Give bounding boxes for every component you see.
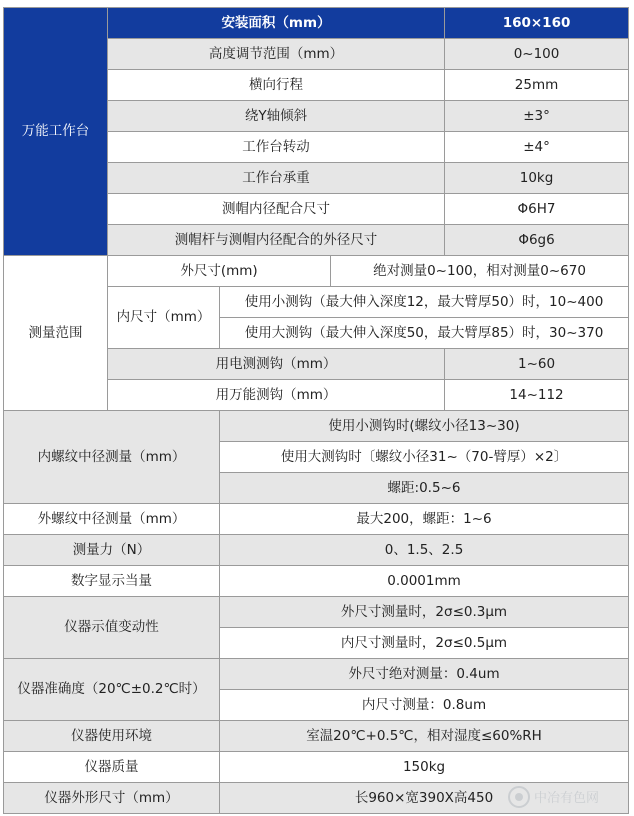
inner-thread-label: 内螺纹中径测量（mm） <box>4 411 220 504</box>
accuracy-value: 内尺寸测量：0.8um <box>220 690 629 721</box>
table-row <box>4 256 629 287</box>
watermark-text: 中冶有色网 <box>534 791 600 806</box>
inner-thread-value: 螺距:0.5~6 <box>220 473 629 504</box>
inner-size-label: 内尺寸（mm） <box>108 287 220 349</box>
variation-value: 外尺寸测量时，2σ≤0.3μm <box>220 597 629 628</box>
spec-value: Φ6H7 <box>445 194 629 225</box>
table-row <box>4 721 629 752</box>
spec-label: 测帽杆与测帽内径配合的外径尺寸 <box>108 225 445 256</box>
electric-hook-label: 用电测测钩（mm） <box>108 349 445 380</box>
table-row <box>4 411 629 442</box>
environment-label: 仪器使用环境 <box>4 721 220 752</box>
table-row <box>4 504 629 535</box>
workbench-group-label: 万能工作台 <box>4 8 108 256</box>
spec-value: Φ6g6 <box>445 225 629 256</box>
mass-label: 仪器质量 <box>4 752 220 783</box>
inner-large-hook-value: 使用大测钩（最大伸入深度50，最大臂厚85）时，30~370 <box>220 318 629 349</box>
variation-label: 仪器示值变动性 <box>4 597 220 659</box>
spec-value: 10kg <box>445 163 629 194</box>
outer-size-label: 外尺寸(mm) <box>108 256 331 287</box>
table-row <box>4 535 629 566</box>
accuracy-label: 仪器准确度（20℃±0.2℃时） <box>4 659 220 721</box>
spec-label: 横向行程 <box>108 70 445 101</box>
variation-value: 内尺寸测量时，2σ≤0.5μm <box>220 628 629 659</box>
inner-small-hook-value: 使用小测钩（最大伸入深度12，最大臂厚50）时，10~400 <box>220 287 629 318</box>
spec-value: ±3° <box>445 101 629 132</box>
spec-label: 高度调节范围（mm） <box>108 39 445 70</box>
spec-value: 0~100 <box>445 39 629 70</box>
inner-thread-value: 使用大测钩时〔螺纹小径31~（70-臂厚）×2〕 <box>220 442 629 473</box>
table-row <box>4 752 629 783</box>
environment-value: 室温20℃+0.5℃，相对湿度≤60%RH <box>220 721 629 752</box>
spec-label: 工作台转动 <box>108 132 445 163</box>
measure-range-group-label: 测量范围 <box>4 256 108 411</box>
table-row <box>4 8 629 39</box>
table-row <box>4 566 629 597</box>
force-value: 0、1.5、2.5 <box>220 535 629 566</box>
dimensions-value: 长960×宽390X高450 <box>220 783 629 814</box>
watermark-logo <box>506 784 626 810</box>
spec-label: 工作台承重 <box>108 163 445 194</box>
mass-value: 150kg <box>220 752 629 783</box>
dimensions-label: 仪器外形尺寸（mm） <box>4 783 220 814</box>
display-value: 0.0001mm <box>220 566 629 597</box>
universal-hook-label: 用万能测钩（mm） <box>108 380 445 411</box>
spec-table <box>3 7 629 814</box>
outer-thread-value: 最大200，螺距：1~6 <box>220 504 629 535</box>
electric-hook-value: 1~60 <box>445 349 629 380</box>
inner-thread-value: 使用小测钩时(螺纹小径13~30) <box>220 411 629 442</box>
table-row <box>4 659 629 690</box>
outer-size-value: 绝对测量0~100，相对测量0~670 <box>331 256 629 287</box>
workbench-header-label: 安装面积（mm） <box>108 8 445 39</box>
workbench-header-value: 160×160 <box>445 8 629 39</box>
display-label: 数字显示当量 <box>4 566 220 597</box>
spec-value: 25mm <box>445 70 629 101</box>
spec-value: ±4° <box>445 132 629 163</box>
spec-label: 测帽内径配合尺寸 <box>108 194 445 225</box>
outer-thread-label: 外螺纹中径测量（mm） <box>4 504 220 535</box>
accuracy-value: 外尺寸绝对测量：0.4um <box>220 659 629 690</box>
force-label: 测量力（N） <box>4 535 220 566</box>
spec-label: 绕Y轴倾斜 <box>108 101 445 132</box>
table-row <box>4 597 629 628</box>
universal-hook-value: 14~112 <box>445 380 629 411</box>
